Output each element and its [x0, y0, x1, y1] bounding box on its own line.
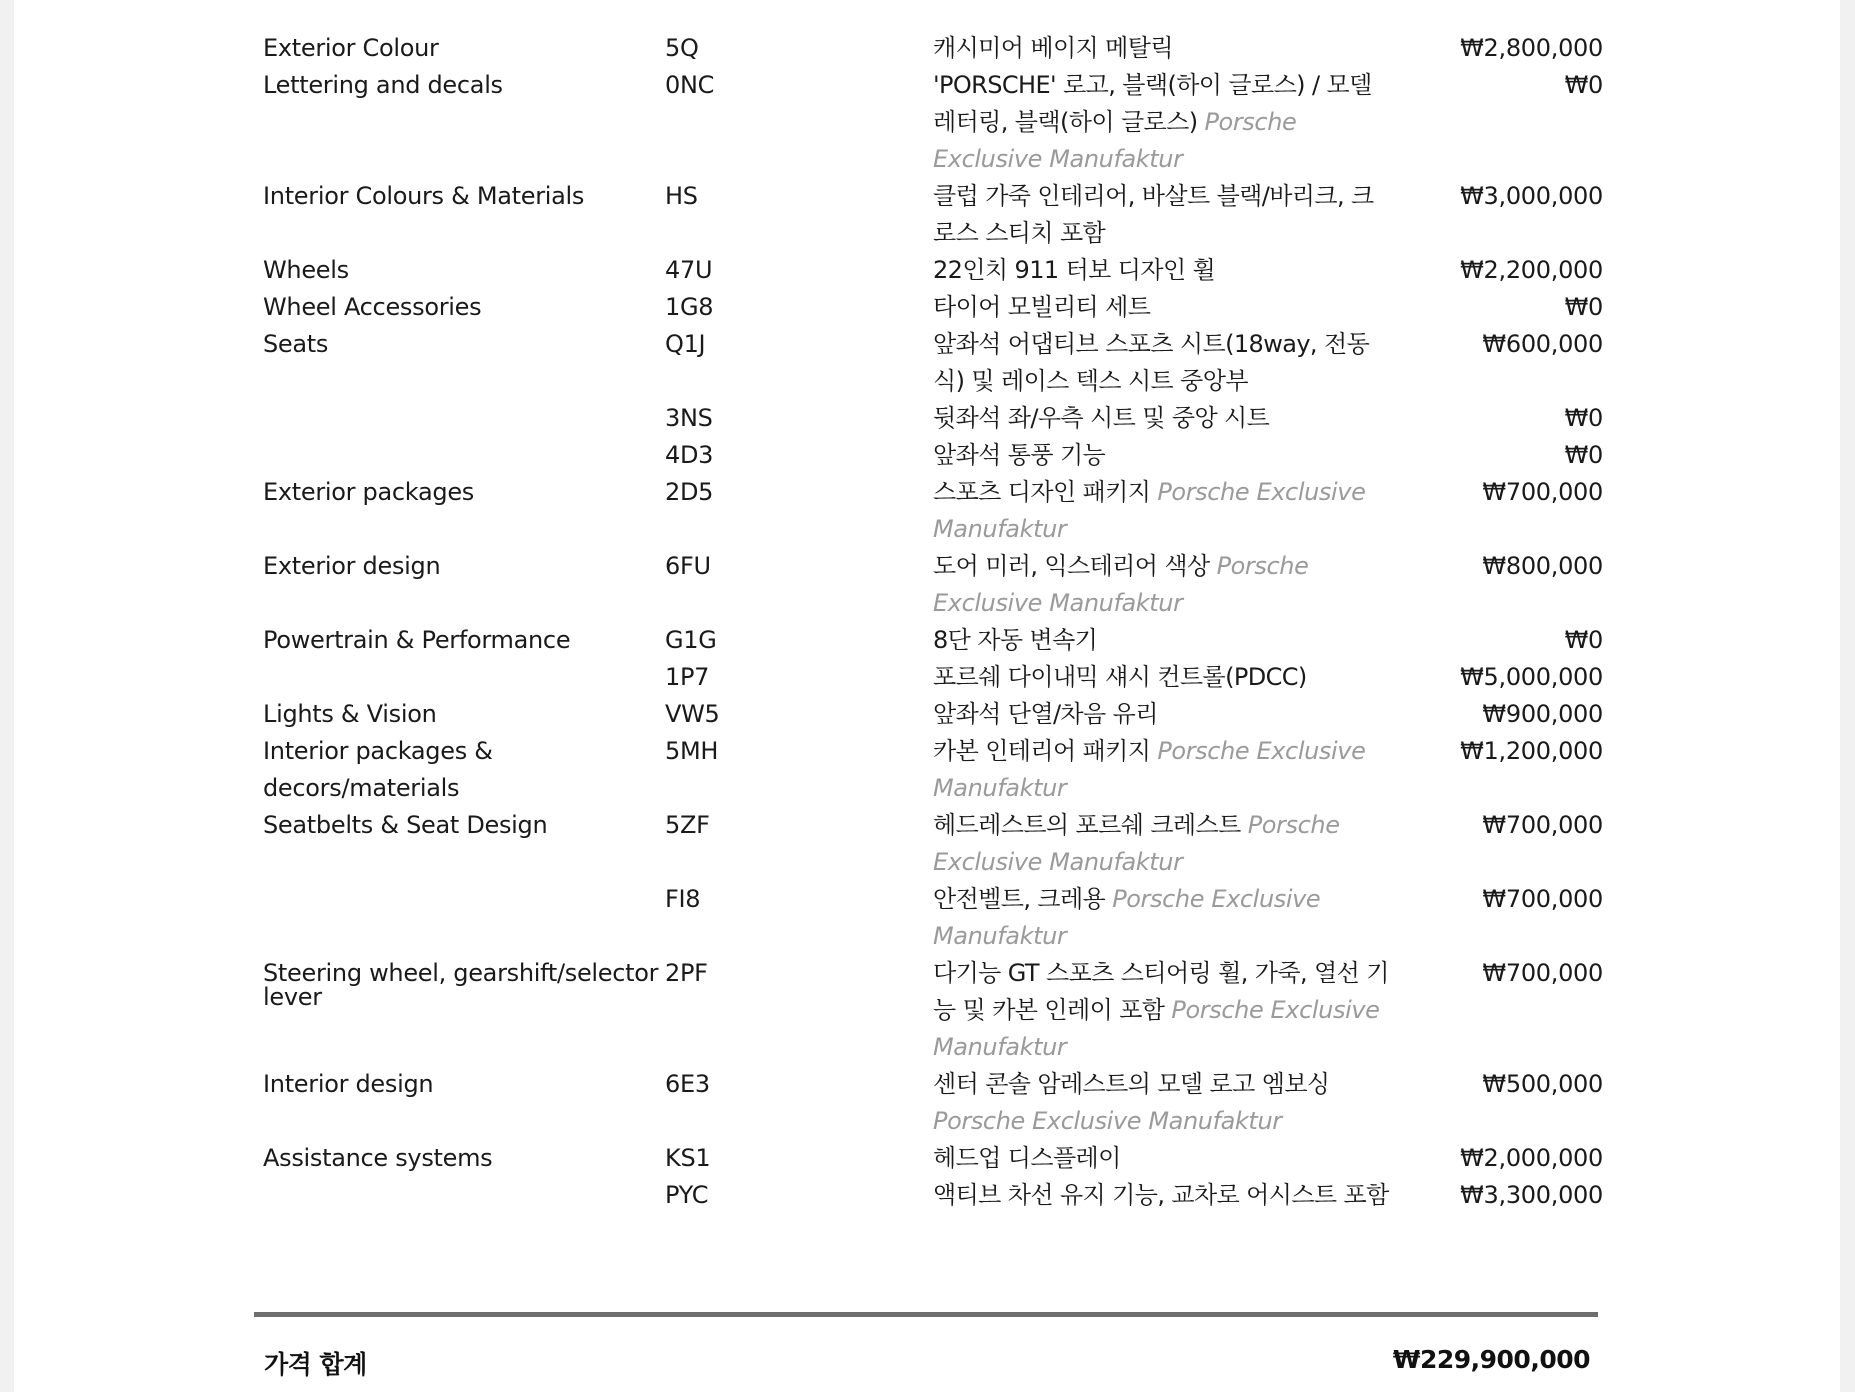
- price-cell: ₩800,000: [1482, 552, 1603, 580]
- category-cell: [263, 400, 665, 437]
- table-row: [263, 1140, 1603, 1177]
- category-cell: [263, 437, 665, 474]
- code-cell: 6E3: [665, 1070, 710, 1098]
- description-cell: [933, 1177, 1398, 1214]
- table-row: [263, 696, 1603, 733]
- total-divider: [254, 1312, 1598, 1317]
- table-row: [263, 807, 1603, 881]
- description-cell: [933, 881, 1398, 955]
- manufaktur-note: Porsche Exclusive Manufaktur: [933, 811, 1340, 876]
- table-row: [263, 437, 1603, 474]
- price-cell: ₩0: [1564, 441, 1603, 469]
- description-cell: [933, 622, 1398, 659]
- description-text: 앞좌석 어댑티브 스포츠 시트(18way, 전동식) 및 레이스 텍스 시트 중앙부: [933, 330, 1370, 395]
- code-cell: 2D5: [665, 478, 714, 506]
- description-text: 헤드레스트의 포르쉐 크레스트: [933, 811, 1241, 839]
- table-row: [263, 881, 1603, 955]
- table-row: [263, 659, 1603, 696]
- code-cell: VW5: [665, 700, 720, 728]
- price-cell: ₩0: [1564, 293, 1603, 321]
- description-text: 포르쉐 다이내믹 섀시 컨트롤(PDCC): [933, 663, 1307, 691]
- description-text: 앞좌석 통풍 기능: [933, 441, 1106, 469]
- description-text: 헤드업 디스플레이: [933, 1144, 1121, 1172]
- price-cell: ₩700,000: [1482, 811, 1603, 839]
- code-cell: PYC: [665, 1181, 709, 1209]
- price-cell: ₩2,200,000: [1460, 256, 1603, 284]
- manufaktur-note: Porsche Exclusive Manufaktur: [933, 885, 1321, 950]
- table-row: [263, 400, 1603, 437]
- description-cell: [933, 437, 1398, 474]
- description-cell: [933, 733, 1398, 807]
- manufaktur-note: Porsche Exclusive Manufaktur: [933, 552, 1309, 617]
- category-cell: Seats: [263, 330, 329, 358]
- price-cell: ₩0: [1564, 71, 1603, 99]
- options-table: [263, 30, 1603, 1214]
- description-text: 22인치 911 터보 디자인 휠: [933, 256, 1216, 284]
- price-cell: ₩5,000,000: [1460, 663, 1603, 691]
- table-row: [263, 289, 1603, 326]
- description-text: 스포츠 디자인 패키지: [933, 478, 1151, 506]
- category-cell: [263, 1177, 665, 1214]
- code-cell: 1G8: [665, 293, 714, 321]
- code-cell: 1P7: [665, 663, 710, 691]
- table-row: [263, 30, 1603, 67]
- description-text: 다기능 GT 스포츠 스티어링 휠, 가죽, 열선 기능 및 카본 인레이 포함: [933, 959, 1389, 1024]
- price-cell: ₩700,000: [1482, 959, 1603, 987]
- price-cell: ₩0: [1564, 404, 1603, 432]
- code-cell: 3NS: [665, 404, 713, 432]
- description-text: 8단 자동 변속기: [933, 626, 1098, 654]
- category-cell: Powertrain & Performance: [263, 626, 571, 654]
- category-cell: Exterior design: [263, 552, 441, 580]
- description-text: 안전벨트, 크레용: [933, 885, 1106, 913]
- description-text: 'PORSCHE' 로고, 블랙(하이 글로스) / 모델 레터링, 블랙(하이 글로스): [933, 71, 1372, 136]
- table-row: [263, 622, 1603, 659]
- price-cell: ₩900,000: [1482, 700, 1603, 728]
- price-cell: ₩700,000: [1482, 478, 1603, 506]
- description-cell: [933, 30, 1398, 67]
- manufaktur-note: Porsche Exclusive Manufaktur: [933, 996, 1380, 1061]
- price-cell: ₩2,000,000: [1460, 1144, 1603, 1172]
- total-price: ₩229,900,000: [1392, 1345, 1590, 1374]
- description-cell: [933, 252, 1398, 289]
- code-cell: 0NC: [665, 71, 715, 99]
- description-cell: [933, 659, 1398, 696]
- category-cell: Interior packages & decors/materials: [263, 737, 493, 802]
- price-cell: ₩2,800,000: [1460, 34, 1603, 62]
- description-cell: [933, 1140, 1398, 1177]
- manufaktur-note: Porsche Exclusive Manufaktur: [933, 1107, 1282, 1135]
- category-cell: [263, 659, 665, 696]
- price-cell: ₩1,200,000: [1460, 737, 1603, 765]
- code-cell: 6FU: [665, 552, 711, 580]
- code-cell: G1G: [665, 626, 717, 654]
- manufaktur-note: Porsche Exclusive Manufaktur: [933, 478, 1366, 543]
- code-cell: Q1J: [665, 330, 706, 358]
- price-cell: ₩3,300,000: [1460, 1181, 1603, 1209]
- table-row: [263, 474, 1603, 548]
- code-cell: 5Q: [665, 34, 699, 62]
- manufaktur-note: Porsche Exclusive Manufaktur: [933, 108, 1297, 173]
- description-cell: [933, 807, 1398, 881]
- category-cell: Seatbelts & Seat Design: [263, 811, 548, 839]
- table-row: [263, 252, 1603, 289]
- description-cell: [933, 326, 1398, 400]
- price-cell: ₩700,000: [1482, 885, 1603, 913]
- category-cell: Wheel Accessories: [263, 293, 482, 321]
- price-cell: ₩500,000: [1482, 1070, 1603, 1098]
- category-cell: Exterior packages: [263, 478, 474, 506]
- price-cell: ₩3,000,000: [1460, 182, 1603, 210]
- category-cell: Wheels: [263, 256, 349, 284]
- description-cell: [933, 955, 1398, 1066]
- description-cell: [933, 548, 1398, 622]
- category-cell: Exterior Colour: [263, 34, 439, 62]
- category-cell: Assistance systems: [263, 1144, 493, 1172]
- description-text: 타이어 모빌리티 세트: [933, 293, 1151, 321]
- description-text: 캐시미어 베이지 메탈릭: [933, 34, 1173, 62]
- code-cell: 5MH: [665, 737, 719, 765]
- description-cell: [933, 696, 1398, 733]
- price-cell: ₩600,000: [1482, 330, 1603, 358]
- description-cell: [933, 400, 1398, 437]
- table-row: [263, 548, 1603, 622]
- category-cell: Interior design: [263, 1070, 434, 1098]
- code-cell: KS1: [665, 1144, 711, 1172]
- description-cell: [933, 1066, 1398, 1140]
- description-text: 뒷좌석 좌/우측 시트 및 중앙 시트: [933, 404, 1270, 432]
- table-row: [263, 1177, 1603, 1214]
- category-cell: Interior Colours & Materials: [263, 182, 585, 210]
- table-row: [263, 67, 1603, 178]
- category-cell: Lights & Vision: [263, 700, 437, 728]
- table-row: [263, 733, 1603, 807]
- table-row: [263, 955, 1603, 1066]
- code-cell: 2PF: [665, 959, 708, 987]
- code-cell: 47U: [665, 256, 713, 284]
- description-text: 센터 콘솔 암레스트의 모델 로고 엠보싱: [933, 1070, 1330, 1098]
- category-cell: Lettering and decals: [263, 71, 503, 99]
- description-text: 도어 미러, 익스테리어 색상: [933, 552, 1210, 580]
- description-cell: [933, 178, 1398, 252]
- code-cell: 5ZF: [665, 811, 710, 839]
- description-cell: [933, 67, 1398, 178]
- description-text: 클럽 가죽 인테리어, 바살트 블랙/바리크, 크로스 스티치 포함: [933, 182, 1374, 247]
- description-text: 액티브 차선 유지 기능, 교차로 어시스트 포함: [933, 1181, 1389, 1209]
- table-row: [263, 1066, 1603, 1140]
- category-cell: [263, 881, 665, 955]
- category-cell: Steering wheel, gearshift/selector lever: [263, 959, 659, 1011]
- code-cell: 4D3: [665, 441, 714, 469]
- code-cell: FI8: [665, 885, 701, 913]
- description-cell: [933, 474, 1398, 548]
- description-text: 카본 인테리어 패키지: [933, 737, 1151, 765]
- total-label: 가격 합계: [264, 1350, 367, 1379]
- code-cell: HS: [665, 182, 698, 210]
- description-text: 앞좌석 단열/차음 유리: [933, 700, 1158, 728]
- table-row: [263, 178, 1603, 252]
- manufaktur-note: Porsche Exclusive Manufaktur: [933, 737, 1366, 802]
- description-cell: [933, 289, 1398, 326]
- table-row: [263, 326, 1603, 400]
- price-cell: ₩0: [1564, 626, 1603, 654]
